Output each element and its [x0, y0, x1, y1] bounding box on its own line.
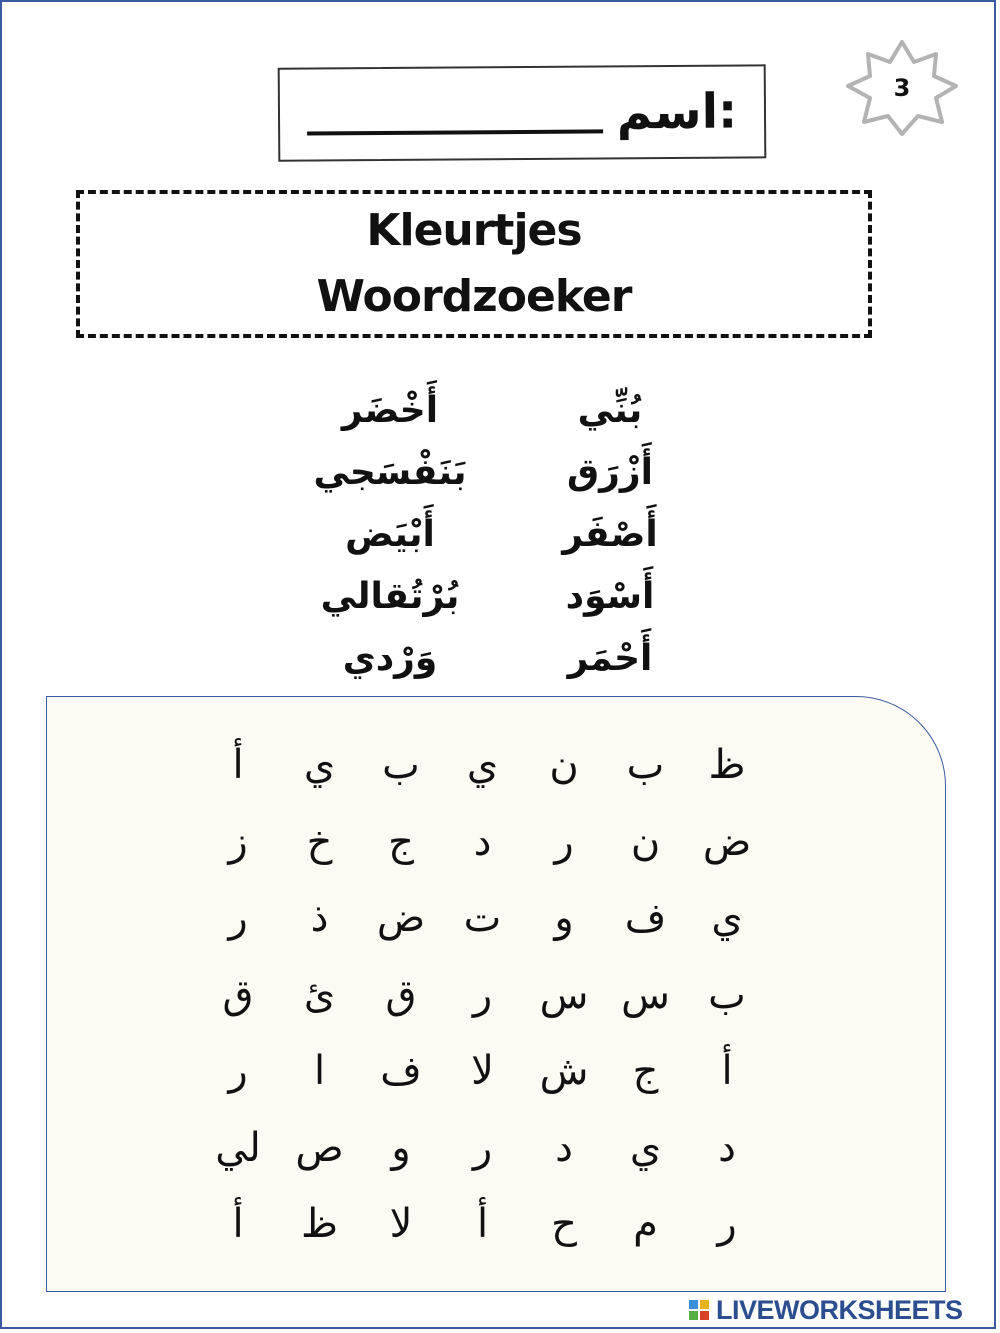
grid-cell[interactable]: د	[718, 1124, 736, 1171]
grid-cell[interactable]: ص	[295, 1124, 344, 1171]
grid-cell[interactable]: ق	[222, 971, 254, 1018]
word-item: أَزْرَق	[567, 452, 653, 493]
grid-cell[interactable]: ظ	[708, 742, 746, 788]
grid-cell[interactable]: ئ	[303, 971, 336, 1018]
grid-cell[interactable]: ج	[388, 818, 414, 865]
grid-cell[interactable]: أ	[232, 1201, 244, 1247]
word-item: أَخْضَر	[341, 390, 439, 431]
grid-cell[interactable]: لي	[215, 1124, 261, 1171]
grid-cell[interactable]: و	[554, 895, 574, 941]
name-blank-line[interactable]	[307, 129, 603, 135]
word-item: أَحْمَر	[567, 638, 653, 679]
word-list	[290, 380, 710, 680]
grid-cell[interactable]: ن	[549, 742, 579, 788]
grid-cell[interactable]: خ	[306, 818, 333, 865]
brand-text: LIVEWORKSHEETS	[716, 1294, 963, 1325]
grid-cell[interactable]: س	[621, 971, 670, 1018]
name-label: اسم:	[616, 83, 738, 141]
word-item: أَسْوَد	[565, 576, 655, 617]
grid-cell[interactable]: ف	[624, 895, 667, 941]
grid-cell[interactable]: ب	[626, 742, 665, 788]
grid-cell[interactable]: ض	[702, 818, 752, 865]
grid-cell[interactable]: س	[539, 971, 589, 1018]
grid-cell[interactable]: ر	[717, 1201, 737, 1247]
word-search-grid	[46, 696, 946, 1292]
grid-cell[interactable]: ق	[385, 971, 417, 1018]
grid-cell[interactable]: ي	[303, 742, 336, 788]
grid-cell[interactable]: ض	[376, 895, 426, 941]
title-line-2: Woordzoeker	[316, 271, 632, 322]
grid-cell[interactable]: ب	[708, 971, 746, 1018]
grid-cell[interactable]: لا	[389, 1201, 413, 1247]
grid-cell[interactable]: ر	[472, 971, 493, 1018]
grid-cell[interactable]: و	[391, 1124, 411, 1171]
grid-cell[interactable]: ب	[382, 742, 420, 788]
word-item: بُرْتُقالي	[320, 576, 460, 617]
title-box	[76, 190, 872, 338]
page-number: 3	[893, 74, 911, 102]
grid-cell[interactable]: ج	[632, 1048, 659, 1094]
name-field-box	[278, 64, 767, 161]
grid-cell[interactable]: ر	[554, 818, 574, 865]
grid-cell[interactable]: ي	[629, 1124, 662, 1171]
grid-cell[interactable]: لا	[471, 1048, 494, 1094]
word-item: بُنِّي	[577, 390, 643, 431]
grid-cell[interactable]: ظ	[301, 1201, 338, 1247]
grid-cell[interactable]: ف	[380, 1048, 422, 1094]
grid-cell[interactable]: ن	[630, 818, 661, 865]
word-item: وَرْدي	[342, 638, 438, 679]
word-item: أَبْيَض	[345, 514, 435, 555]
grid-cell[interactable]: ح	[551, 1201, 577, 1247]
grid-cell[interactable]: أ	[232, 742, 244, 788]
grid-cell[interactable]: د	[473, 818, 492, 865]
grid-cell[interactable]: د	[555, 1124, 573, 1171]
liveworksheets-logo-icon	[688, 1299, 710, 1321]
grid-cell[interactable]: أ	[476, 1201, 489, 1247]
grid-cell[interactable]: أ	[721, 1048, 733, 1094]
grid-cell[interactable]: ز	[228, 818, 248, 865]
grid-cell[interactable]: م	[633, 1201, 658, 1247]
grid-cell[interactable]: ش	[539, 1048, 589, 1094]
grid-cell[interactable]: ر	[228, 895, 248, 941]
page-number-badge	[844, 40, 960, 136]
title-line-1: Kleurtjes	[366, 205, 582, 256]
footer-brand	[688, 1292, 994, 1328]
grid-cell[interactable]: ا	[313, 1048, 326, 1094]
grid-cell[interactable]: ذ	[310, 895, 329, 941]
word-item: بَنَفْسَجي	[313, 452, 467, 493]
grid-cell[interactable]: ي	[466, 742, 499, 788]
grid-cell[interactable]: ر	[472, 1124, 493, 1171]
grid-cell[interactable]: ي	[711, 895, 743, 941]
grid-cell[interactable]: ر	[228, 1048, 248, 1094]
word-item: أَصْفَر	[562, 514, 658, 555]
grid-cell[interactable]: ت	[463, 895, 502, 941]
